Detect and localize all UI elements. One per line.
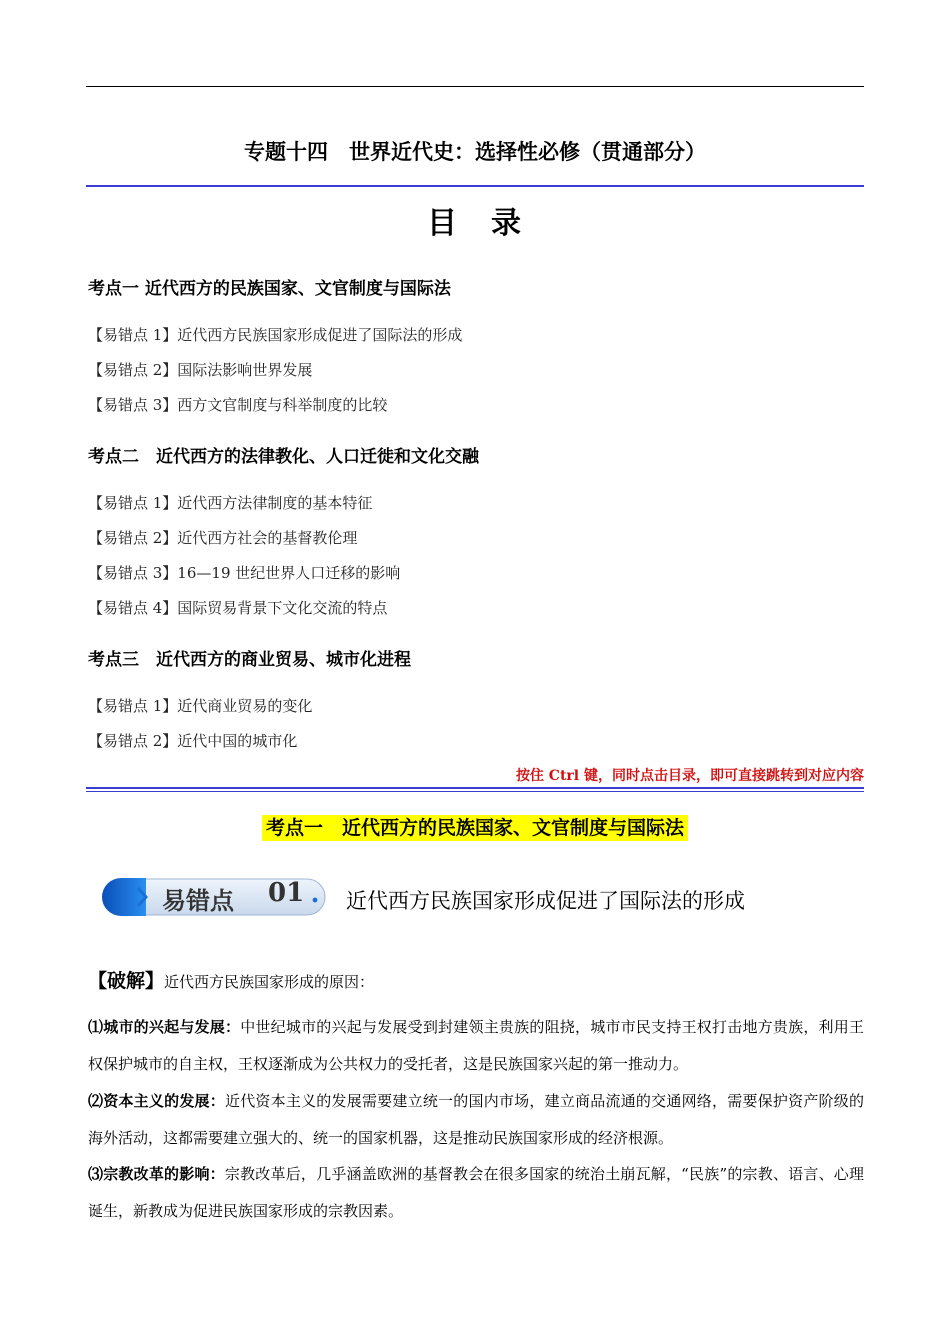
pojie-label: 【破解】 xyxy=(88,970,165,992)
section-heading-wrap xyxy=(86,813,864,840)
toc-item[interactable] xyxy=(88,394,387,415)
toc-link[interactable]: 【易错点 3】16—19 世纪世界人口迁移的影响 xyxy=(88,564,401,582)
paragraph-lead: ⑵资本主义的发展： xyxy=(88,1092,225,1110)
paragraph-lead: ⑶宗教改革的影响： xyxy=(88,1165,225,1183)
toc-divider-thin xyxy=(86,791,864,792)
badge-label: 易错点 xyxy=(162,887,234,915)
toc-link[interactable]: 【易错点 2】近代西方社会的基督教伦理 xyxy=(88,529,358,547)
toc-item[interactable] xyxy=(88,527,357,548)
paragraph-text: 近代资本主义的发展需要建立统一的国内市场，建立商品流通的交通网络，需要保护资产阶级的海外活动，这都需要建立强大的、统一的国家机器，这是推动民族国家形成的经济根源。 xyxy=(88,1092,864,1147)
toc-item[interactable] xyxy=(88,492,372,513)
toc-link[interactable]: 【易错点 1】近代西方民族国家形成促进了国际法的形成 xyxy=(88,326,463,344)
error-point-badge xyxy=(100,876,328,918)
page-title: 专题十四 世界近代史：选择性必修（贯通部分） xyxy=(244,140,706,164)
ctrl-click-hint: 按住 Ctrl 键，同时点击目录，即可直接跳转到对应内容 xyxy=(515,768,864,784)
toc-item[interactable] xyxy=(88,597,387,618)
toc-divider xyxy=(86,787,864,789)
paragraph-text: 中世纪城市的兴起与发展受到封建领主贵族的阻挠，城市市民支持王权打击地方贵族，利用王权保护城市的自主权，王权逐渐成为公共权力的受托者，这是民族国家兴起的第一推动力。 xyxy=(88,1018,864,1073)
badge-number: 01 xyxy=(268,878,305,908)
toc-section-2[interactable]: 考点二 近代西方的法律教化、人口迁徙和文化交融 xyxy=(88,447,479,467)
section-heading: 考点一 近代西方的民族国家、文官制度与国际法 xyxy=(262,815,688,841)
toc-link[interactable]: 【易错点 1】近代商业贸易的变化 xyxy=(88,697,313,715)
toc-link[interactable]: 【易错点 3】西方文官制度与科举制度的比较 xyxy=(88,396,388,414)
toc-link[interactable]: 【易错点 2】近代中国的城市化 xyxy=(88,732,298,750)
toc-item[interactable] xyxy=(88,562,400,583)
toc-link[interactable]: 【易错点 1】近代西方法律制度的基本特征 xyxy=(88,494,373,512)
toc-item[interactable] xyxy=(88,695,312,716)
toc-item[interactable] xyxy=(88,730,297,751)
error-point-title: 近代西方民族国家形成促进了国际法的形成 xyxy=(346,889,745,913)
paragraph-3 xyxy=(88,1156,864,1230)
paragraph-2 xyxy=(88,1083,864,1157)
paragraph-text: 宗教改革后，几乎涵盖欧洲的基督教会在很多国家的统治土崩瓦解，“民族”的宗教、语言、心理诞生，新教成为促进民族国家形成的宗教因素。 xyxy=(88,1165,864,1220)
toc-link[interactable]: 【易错点 4】国际贸易背景下文化交流的特点 xyxy=(88,599,388,617)
toc-section-3[interactable]: 考点三 近代西方的商业贸易、城市化进程 xyxy=(88,650,411,670)
toc-link[interactable]: 【易错点 2】国际法影响世界发展 xyxy=(88,361,313,379)
toc-item[interactable] xyxy=(88,324,462,345)
title-divider xyxy=(86,185,864,187)
toc-item[interactable] xyxy=(88,359,312,380)
toc-title: 目 录 xyxy=(427,206,523,241)
top-rule xyxy=(86,86,864,87)
paragraph-1 xyxy=(88,1009,864,1083)
paragraph-lead: ⑴城市的兴起与发展： xyxy=(88,1018,241,1036)
toc-section-1[interactable]: 考点一 近代西方的民族国家、文官制度与国际法 xyxy=(88,279,451,299)
pojie-text: 近代西方民族国家形成的原因： xyxy=(164,973,375,991)
pojie-line xyxy=(88,966,374,993)
